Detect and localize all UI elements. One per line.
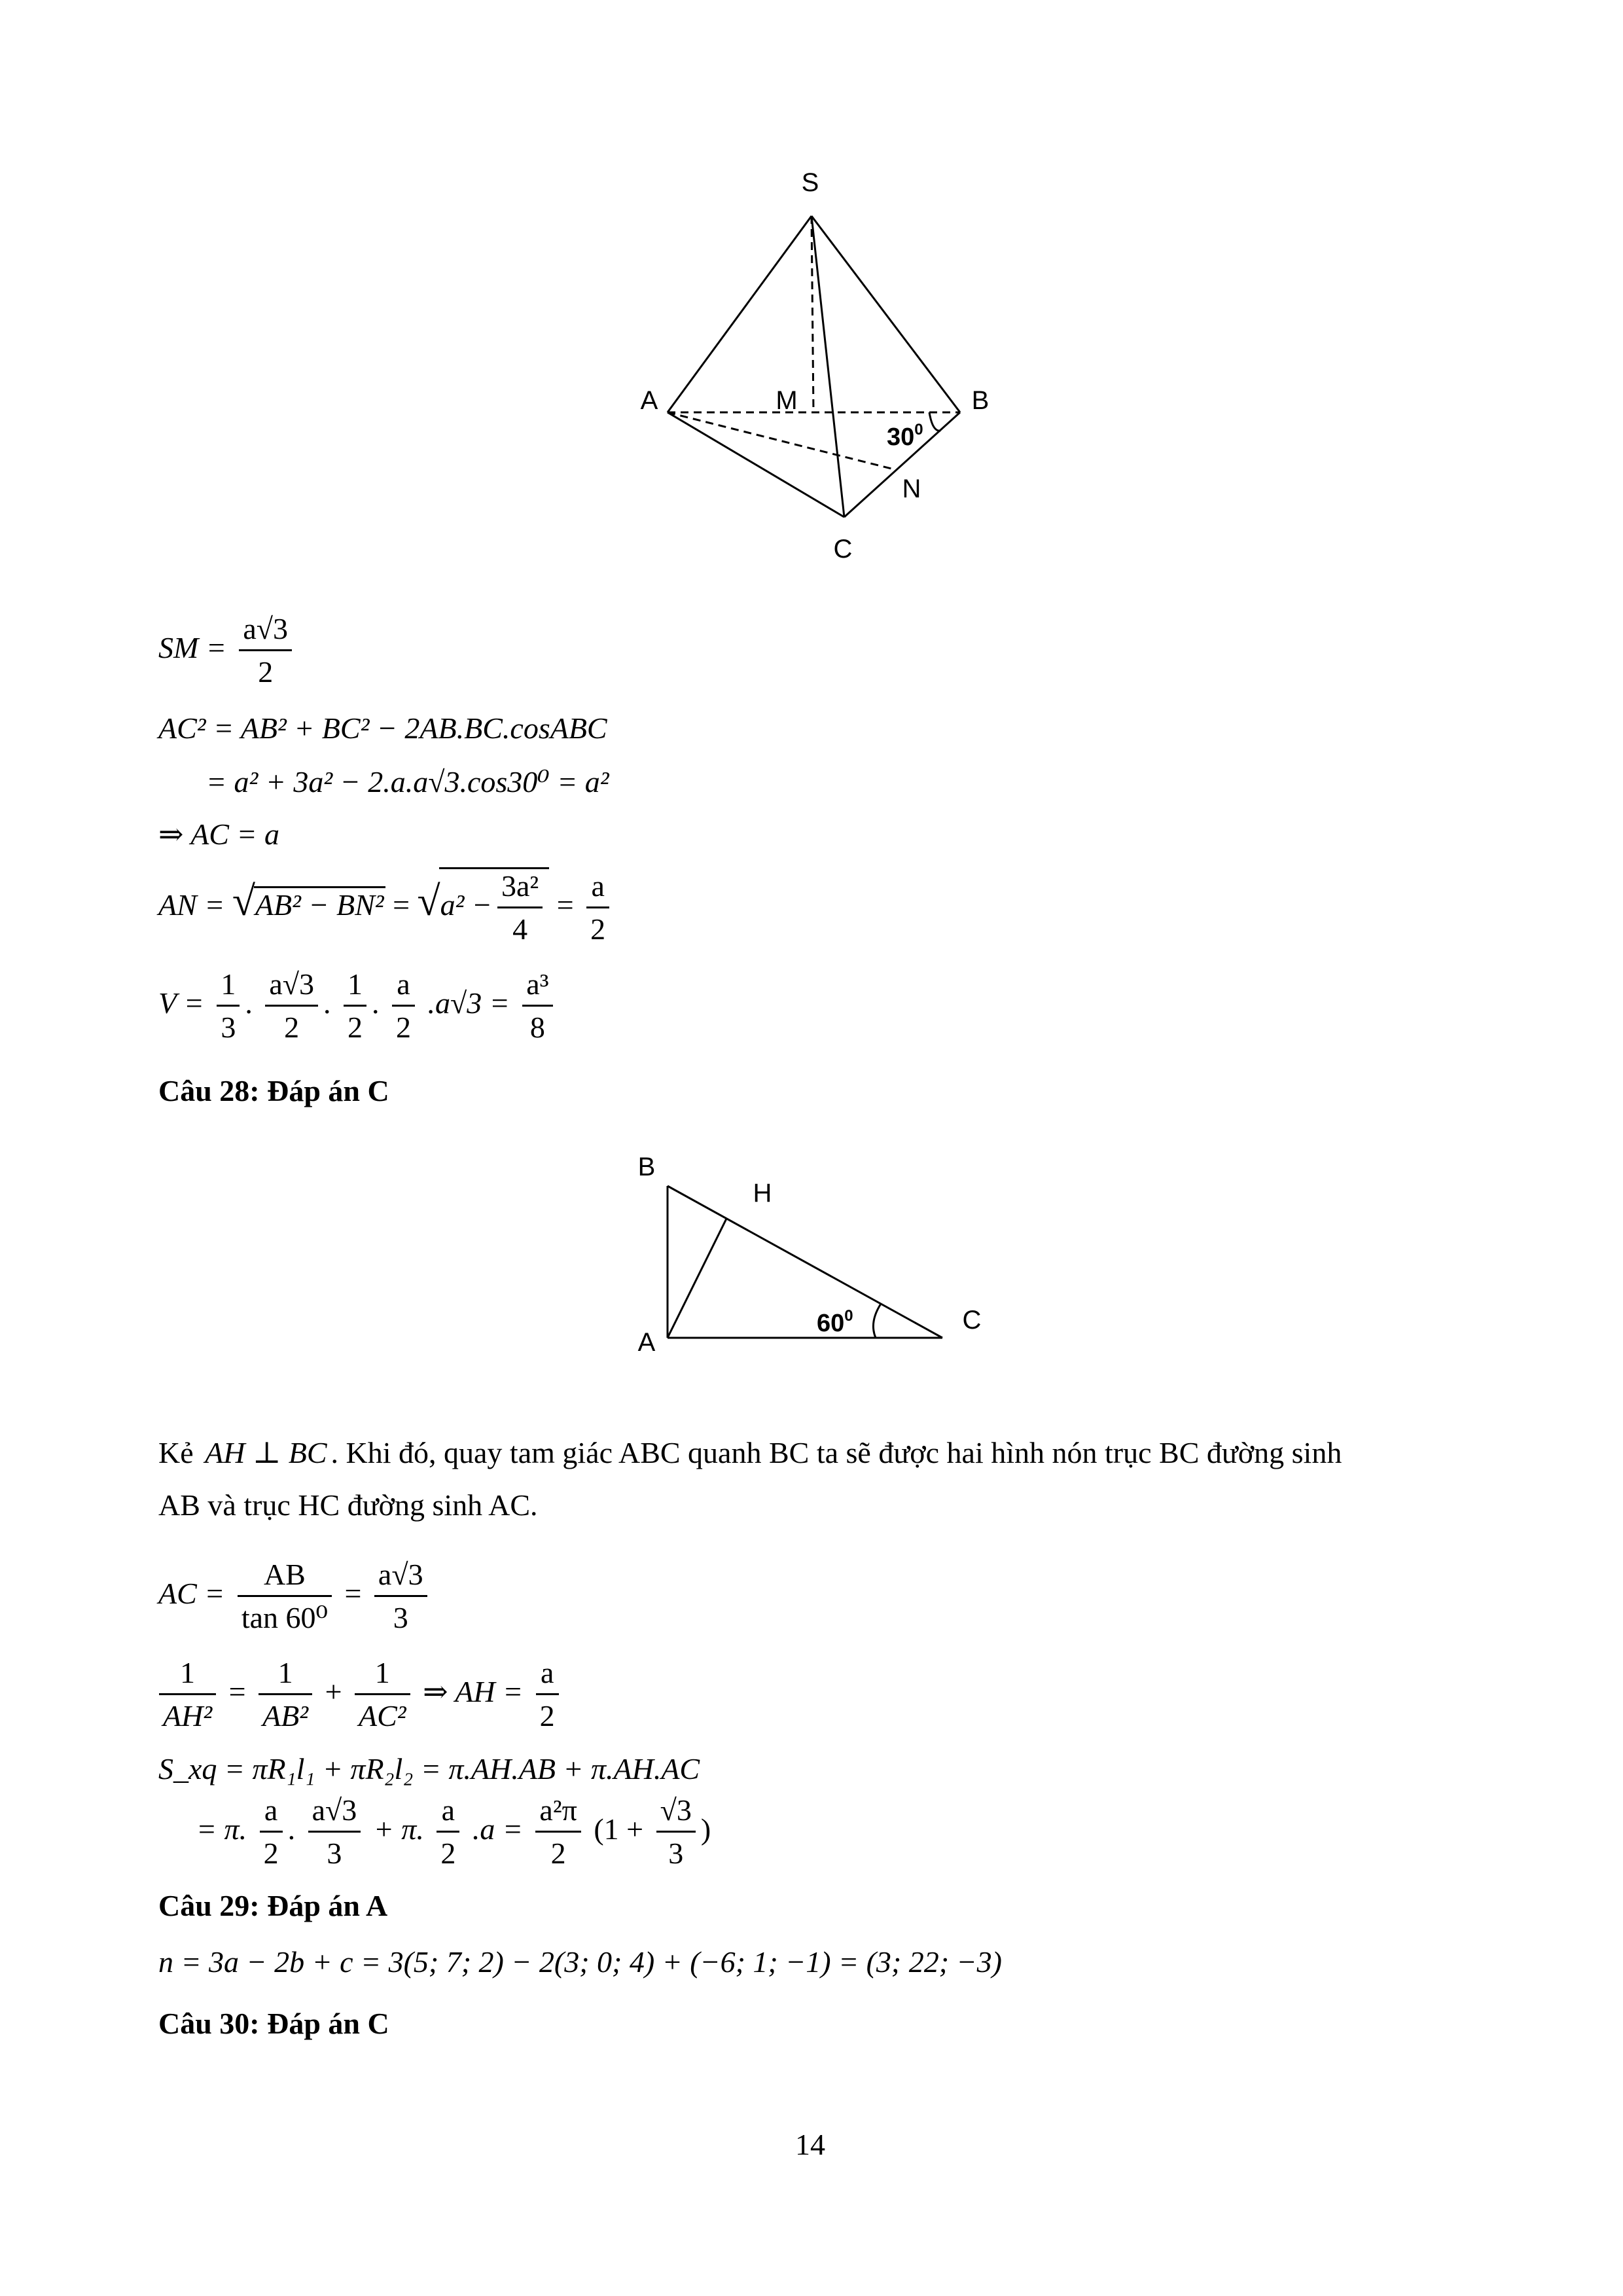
paragraph-line-2: AB và trục HC đường sinh AC. — [158, 1488, 538, 1522]
eq-an: AN = √AB² − BN² = √a² − $\frac{\text{3a²}}{4}$ = $\frac{a}{2}$ — [158, 867, 615, 947]
label-c: C — [833, 535, 853, 564]
pyramid-figure — [622, 157, 1014, 583]
heading-q28: Câu 28: Đáp án C — [158, 1074, 389, 1107]
eq-volume: V = $\frac{1}{3}$ . $\frac{a√3}{2}$ . $\frac{1}{2}$ . $\frac{a}{2}$ .a√3 = $\frac{\text{a³}}{8}$ — [158, 967, 558, 1045]
label-a2: A — [637, 1328, 656, 1357]
triangle-figure — [615, 1139, 1021, 1368]
altitude-ah — [668, 1219, 726, 1338]
height-sm-dashed — [812, 216, 813, 412]
eq-sxq: S_xq = πR₁l₁ + πR₂l₂ = π.AH.AB + π.AH.AC — [158, 1752, 700, 1785]
edge-sc — [812, 216, 844, 517]
angle-arc-b — [929, 412, 940, 431]
label-a: A — [640, 386, 658, 415]
edge-sb — [812, 216, 960, 412]
label-s: S — [801, 168, 819, 197]
page-number: 14 — [795, 2128, 825, 2161]
heading-q29: Câu 29: Đáp án A — [158, 1889, 388, 1922]
eq-ah: $\frac{1}{\text{AH²}}$ = $\frac{1}{\text{AB²}}$ + $\frac{1}{\text{AC²}}$ ⇒ AH = $\frac{a}{2}$ — [154, 1656, 564, 1734]
angle-arc-c — [873, 1304, 881, 1338]
eq-ac-tan: AC = $\frac{AB}{\text{tan 60⁰}}$ = $\frac{a√3}{3}$ — [158, 1558, 433, 1636]
median-an-dashed — [668, 412, 897, 470]
eq-ac-squared: AC² = AB² + BC² − 2AB.BC.cosABC — [158, 711, 607, 745]
label-m: M — [776, 386, 798, 415]
edge-sa — [668, 216, 812, 412]
angle-label-30: $30^0$ — [887, 421, 923, 451]
eq-sxq-cont: = π. $\frac{a}{2}$ . $\frac{a√3}{3}$ + π. $\frac{a}{2}$ .a = $\frac{\text{a²π}}{2}$ (1 + $\frac{√3}{3}$ ) — [196, 1793, 711, 1870]
eq-sm: SM = $\frac{a√3}{2}$ — [158, 612, 297, 690]
heading-q30: Câu 30: Đáp án C — [158, 2007, 389, 2040]
label-b2: B — [637, 1153, 656, 1181]
label-n: N — [902, 475, 921, 503]
angle-label-60: $60^0$ — [817, 1307, 853, 1337]
edge-ac — [668, 412, 844, 517]
label-h: H — [753, 1179, 772, 1208]
paragraph-line-1: Kẻ AH ⊥ BC . Khi đó, quay tam giác ABC quanh BC ta sẽ được hai hình nón trục BC đường sinh — [158, 1436, 1342, 1469]
label-b: B — [971, 386, 990, 415]
eq-vector-n: n = 3a − 2b + c = 3(5; 7; 2) − 2(3; 0; 4) + (−6; 1; −1) = (3; 22; −3) — [158, 1945, 1002, 1979]
label-c2: C — [962, 1306, 982, 1335]
eq-ac-result: ⇒ AC = a — [158, 817, 280, 851]
side-bc — [668, 1186, 942, 1338]
eq-ac-squared-cont: = a² + 3a² − 2.a.a√3.cos30⁰ = a² — [206, 765, 609, 798]
